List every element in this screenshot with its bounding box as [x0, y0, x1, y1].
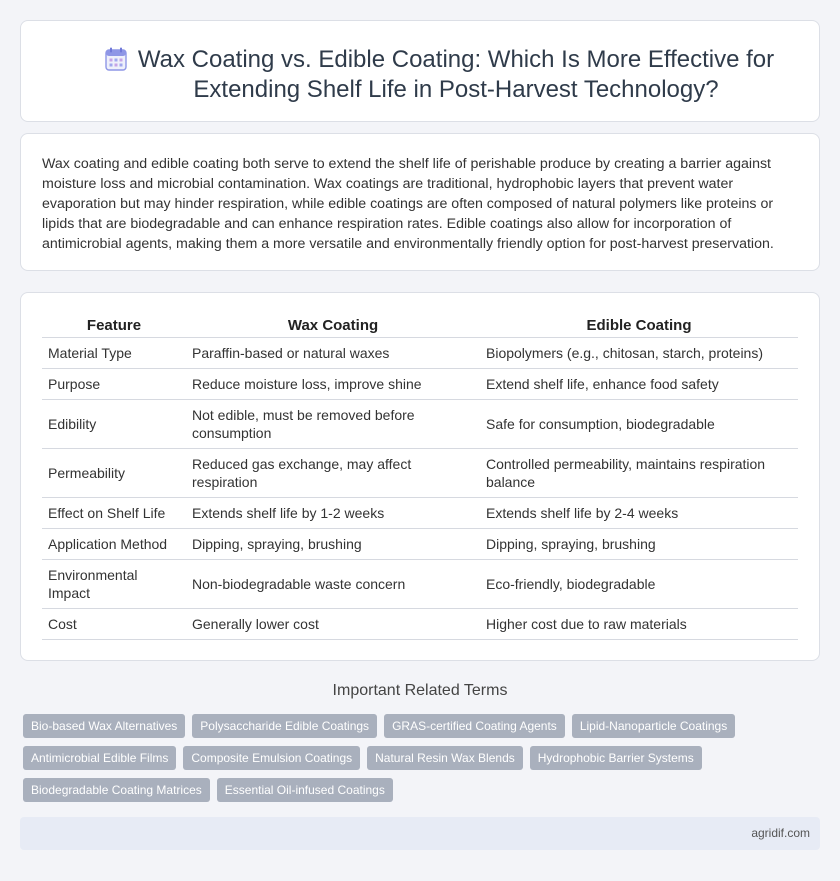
table-row [42, 559, 798, 608]
related-term-tag[interactable]: Hydrophobic Barrier Systems [530, 746, 702, 770]
edible-cell: Safe for consumption, biodegradable [480, 399, 798, 448]
feature-cell: Cost [42, 608, 186, 639]
related-term-tag[interactable]: Composite Emulsion Coatings [183, 746, 360, 770]
page-title: Wax Coating vs. Edible Coating: Which Is More Effective for Extending Shelf Life in Post-Harvest Technology? [137, 46, 775, 103]
wax-cell: Reduce moisture loss, improve shine [186, 368, 480, 399]
table-row [42, 337, 798, 368]
tag-row [23, 746, 803, 770]
related-term-tag[interactable]: Essential Oil-infused Coatings [217, 778, 393, 802]
feature-cell: Permeability [42, 448, 186, 497]
related-term-tag[interactable]: Antimicrobial Edible Films [23, 746, 176, 770]
tag-row [23, 714, 803, 738]
table-row [42, 399, 798, 448]
related-terms-tags [23, 714, 803, 810]
header-feature: Feature [42, 315, 186, 337]
intro-card [20, 133, 820, 271]
feature-cell: Effect on Shelf Life [42, 497, 186, 528]
comparison-card [20, 292, 820, 661]
edible-cell: Biopolymers (e.g., chitosan, starch, proteins) [480, 337, 798, 368]
table-header-row [42, 315, 798, 337]
related-term-tag[interactable]: Natural Resin Wax Blends [367, 746, 523, 770]
footer-site-link[interactable]: agridif.com [751, 826, 810, 840]
feature-cell: Environmental Impact [42, 559, 186, 608]
table-row [42, 497, 798, 528]
table-row [42, 608, 798, 639]
edible-cell: Extend shelf life, enhance food safety [480, 368, 798, 399]
related-term-tag[interactable]: Bio-based Wax Alternatives [23, 714, 185, 738]
header-edible-coating: Edible Coating [480, 315, 798, 337]
footer-bar [20, 817, 820, 850]
edible-cell: Extends shelf life by 2-4 weeks [480, 497, 798, 528]
wax-cell: Non-biodegradable waste concern [186, 559, 480, 608]
tag-row [23, 778, 803, 802]
related-term-tag[interactable]: Polysaccharide Edible Coatings [192, 714, 377, 738]
wax-cell: Extends shelf life by 1-2 weeks [186, 497, 480, 528]
comparison-table [42, 315, 798, 640]
edible-cell: Eco-friendly, biodegradable [480, 559, 798, 608]
edible-cell: Controlled permeability, maintains respiration balance [480, 448, 798, 497]
feature-cell: Edibility [42, 399, 186, 448]
edible-cell: Dipping, spraying, brushing [480, 528, 798, 559]
table-row [42, 368, 798, 399]
feature-cell: Application Method [42, 528, 186, 559]
header-wax-coating: Wax Coating [186, 315, 480, 337]
wax-cell: Dipping, spraying, brushing [186, 528, 480, 559]
calendar-icon [105, 47, 127, 71]
wax-cell: Not edible, must be removed before consumption [186, 399, 480, 448]
wax-cell: Reduced gas exchange, may affect respiration [186, 448, 480, 497]
feature-cell: Purpose [42, 368, 186, 399]
related-term-tag[interactable]: Biodegradable Coating Matrices [23, 778, 210, 802]
table-row [42, 528, 798, 559]
wax-cell: Paraffin-based or natural waxes [186, 337, 480, 368]
wax-cell: Generally lower cost [186, 608, 480, 639]
related-term-tag[interactable]: Lipid-Nanoparticle Coatings [572, 714, 735, 738]
feature-cell: Material Type [42, 337, 186, 368]
related-term-tag[interactable]: GRAS-certified Coating Agents [384, 714, 565, 738]
table-row [42, 448, 798, 497]
title-card [20, 20, 820, 122]
related-terms-heading: Important Related Terms [332, 682, 508, 699]
edible-cell: Higher cost due to raw materials [480, 608, 798, 639]
intro-paragraph: Wax coating and edible coating both serve to extend the shelf life of perishable produce by creating a barrier against moisture loss and microbial contamination. Wax coatings are traditional, hydrophobic layers that prevent water evaporation but may hinder respiration, while edible coatings are often composed of natural polymers like proteins or lipids that are biodegradable and can enhance respiration rates. Edible coatings also allow for incorporation of antimicrobial agents, making them a more versatile and environmentally friendly option for post-harvest preservation. [42, 156, 774, 252]
